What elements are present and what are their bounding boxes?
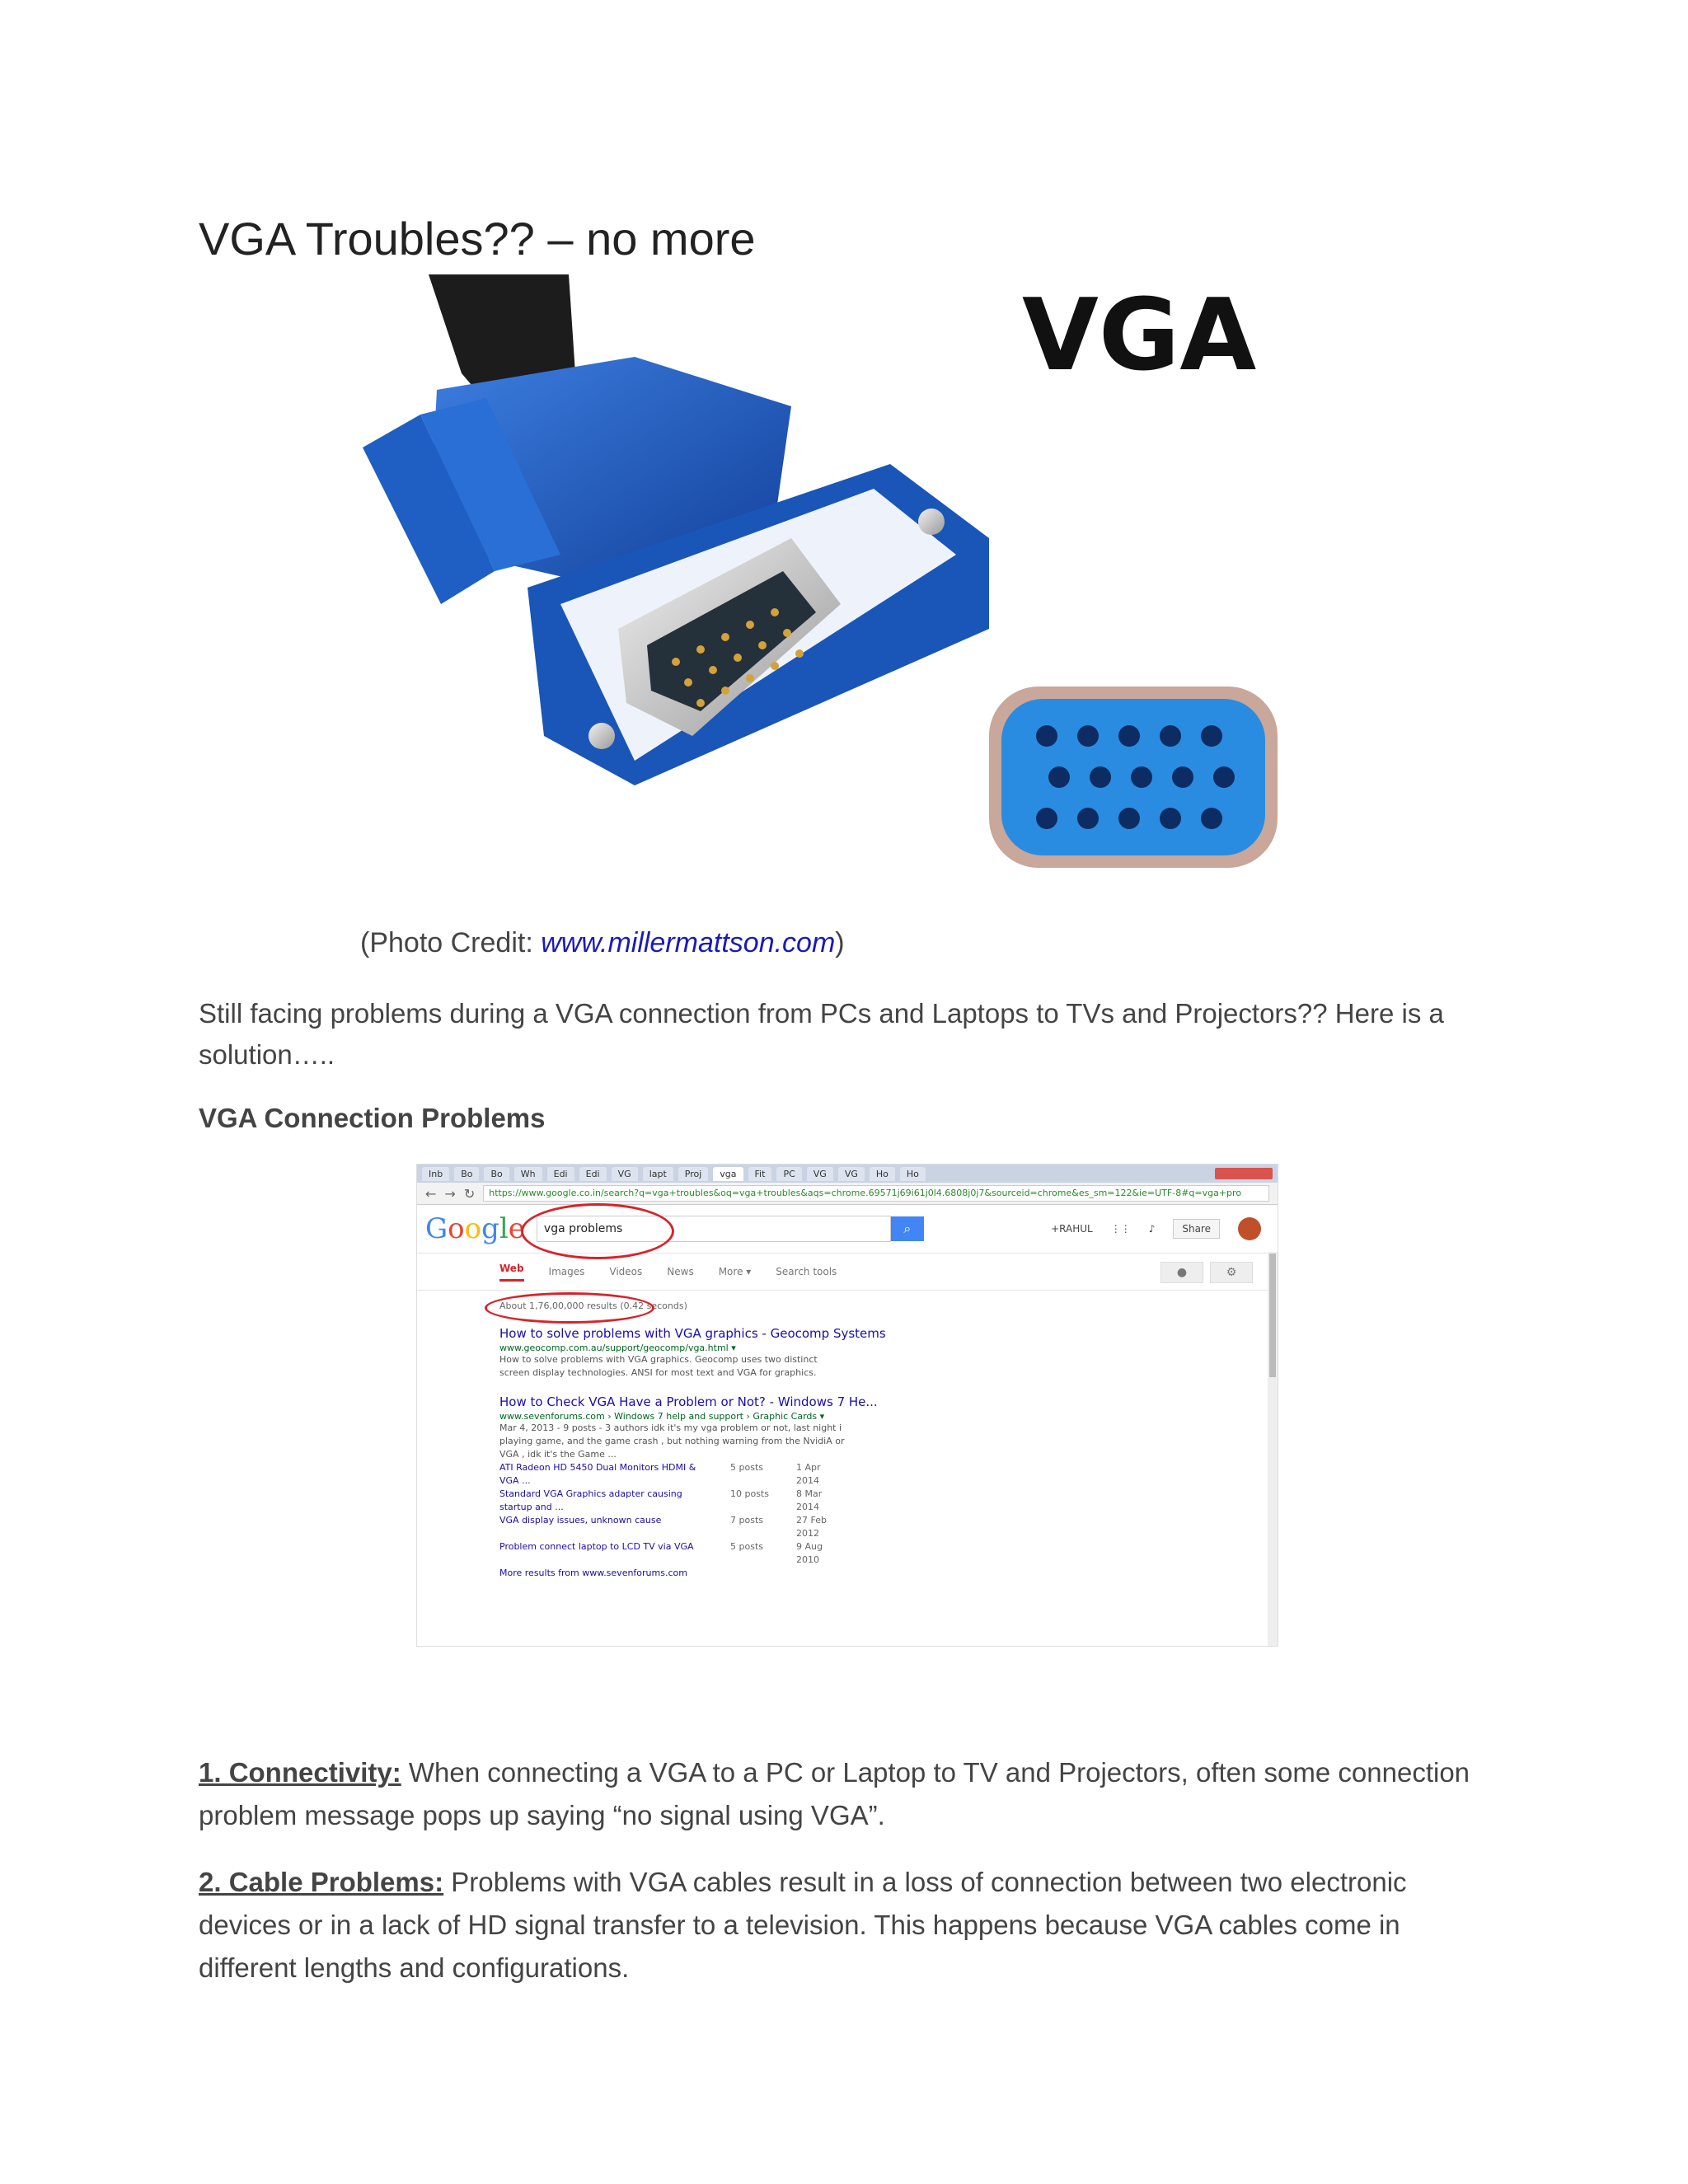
- scrollbar-thumb: [1269, 1254, 1276, 1377]
- numbered-point-connectivity: [199, 1751, 1484, 1837]
- vga-connector-photo: [363, 274, 1335, 876]
- tab-videos: Videos: [609, 1266, 643, 1277]
- browser-tab: Ho: [870, 1167, 895, 1181]
- result-title: How to solve problems with VGA graphics - Geocomp Systems: [499, 1326, 886, 1341]
- browser-tab: Wh: [514, 1167, 542, 1181]
- browser-tab: Inb: [422, 1167, 449, 1181]
- result-snippet: How to solve problems with VGA graphics. Geocomp uses two distinct screen display technologies. ANSI for most text and VGA for graphics.: [499, 1354, 818, 1378]
- google-search-input: vga problems: [537, 1216, 891, 1242]
- result-url: www.geocomp.com.au/support/geocomp/vga.html ▾: [499, 1343, 736, 1353]
- intro-paragraph: Still facing problems during a VGA connection from PCs and Laptops to TVs and Projectors?? Here is a solution…..: [199, 998, 1444, 1070]
- point-label: 2. Cable Problems:: [199, 1867, 444, 1897]
- more-results-link: More results from www.sevenforums.com: [499, 1568, 687, 1578]
- user-name: +RAHUL: [1051, 1223, 1093, 1235]
- browser-tab: VG: [807, 1167, 833, 1181]
- browser-tab: lapt: [643, 1167, 673, 1181]
- browser-tab: Ho: [900, 1167, 926, 1181]
- red-highlight-circle: [485, 1292, 654, 1324]
- sub-link-row: ATI Radeon HD 5450 Dual Monitors HDMI & VGA ... 5 posts 1 Apr 2014: [499, 1462, 821, 1486]
- tab-web: Web: [499, 1263, 524, 1282]
- browser-tab: Bo: [454, 1167, 479, 1181]
- browser-tab: VG: [838, 1167, 865, 1181]
- result-snippet: Mar 4, 2013 - 9 posts - 3 authors idk it's my vga problem or not, last night i playing game, and the game crash , but nothing warning from the NvidiA or VGA , idk it's the Game ...: [499, 1422, 845, 1460]
- browser-tab: Fit: [748, 1167, 772, 1181]
- point-text: Problems with VGA cables result in a loss of connection between two electronic devices or in a lack of HD signal transfer to a television. This happens because VGA cables come in different lengths and configurations.: [199, 1867, 1407, 1983]
- avatar: [1238, 1217, 1261, 1240]
- red-highlight-circle: [521, 1203, 674, 1259]
- browser-tab-active: vga: [713, 1167, 743, 1181]
- google-header: [417, 1205, 1278, 1254]
- result-url: www.sevenforums.com › Windows 7 help and support › Graphic Cards ▾: [499, 1411, 825, 1422]
- browser-tabbar: [417, 1165, 1278, 1183]
- connector-body: [363, 357, 989, 785]
- search-icon: ⌕: [891, 1216, 924, 1241]
- tab-news: News: [667, 1266, 694, 1277]
- browser-tab: VG: [612, 1167, 638, 1181]
- forward-icon: →: [444, 1185, 456, 1202]
- vga-logo: VGA: [1022, 279, 1257, 393]
- photo-credit-link[interactable]: www.millermattson.com: [541, 927, 836, 958]
- section-heading: VGA Connection Problems: [199, 1103, 546, 1133]
- tab-search-tools: Search tools: [776, 1266, 837, 1277]
- sub-link-row: Problem connect laptop to LCD TV via VGA 5 posts 9 Aug 2010: [499, 1541, 823, 1565]
- result-stats: About 1,76,00,000 results (0.42 seconds): [499, 1301, 687, 1311]
- scrollbar: [1268, 1252, 1278, 1646]
- female-port: [989, 687, 1278, 868]
- numbered-point-cable-problems: [199, 1861, 1484, 1990]
- result-title: How to Check VGA Have a Problem or Not? - Windows 7 He...: [499, 1394, 878, 1409]
- photo-credit: (Photo Credit: www.millermattson.com): [360, 927, 845, 958]
- gear-icon: ⚙: [1210, 1262, 1253, 1283]
- person-icon: ●: [1160, 1262, 1203, 1283]
- browser-tab: Proj: [678, 1167, 709, 1181]
- url-field: https://www.google.co.in/search?q=vga+troubles&oq=vga+troubles&aqs=chrome.69571j69i61j0l4.6808j0j7&sourceid=chrome&es_sm=122&ie=UTF-8#q=vga+pro: [483, 1185, 1269, 1202]
- browser-tab: Edi: [579, 1167, 607, 1181]
- window-controls: [1215, 1168, 1273, 1179]
- apps-icon: ⋮⋮: [1110, 1223, 1131, 1235]
- search-results: [417, 1291, 1278, 1580]
- google-account-bar: [1051, 1217, 1261, 1240]
- google-search-screenshot: [416, 1164, 1278, 1647]
- browser-tab: PC: [776, 1167, 801, 1181]
- browser-tab: Bo: [484, 1167, 509, 1181]
- tab-images: Images: [548, 1266, 585, 1277]
- reload-icon: ↻: [463, 1185, 476, 1202]
- sub-link-row: VGA display issues, unknown cause 7 posts 27 Feb 2012: [499, 1515, 827, 1539]
- back-icon: ←: [425, 1185, 437, 1202]
- tab-more: More ▾: [718, 1266, 752, 1277]
- point-text: When connecting a VGA to a PC or Laptop to TV and Projectors, often some connection problem message pops up saying “no signal using VGA”.: [199, 1757, 1470, 1830]
- point-label: 1. Connectivity:: [199, 1757, 401, 1788]
- google-tools: [1160, 1262, 1253, 1283]
- bell-icon: ♪: [1148, 1223, 1156, 1235]
- browser-tab: Edi: [547, 1167, 574, 1181]
- browser-urlbar: [417, 1183, 1278, 1205]
- google-logo: Google: [425, 1212, 525, 1245]
- google-search-tabs: [417, 1254, 1278, 1291]
- share-button: Share: [1173, 1219, 1220, 1239]
- sub-link-row: Standard VGA Graphics adapter causing startup and ... 10 posts 8 Mar 2014: [499, 1488, 823, 1512]
- page-title: VGA Troubles?? – no more: [199, 213, 756, 265]
